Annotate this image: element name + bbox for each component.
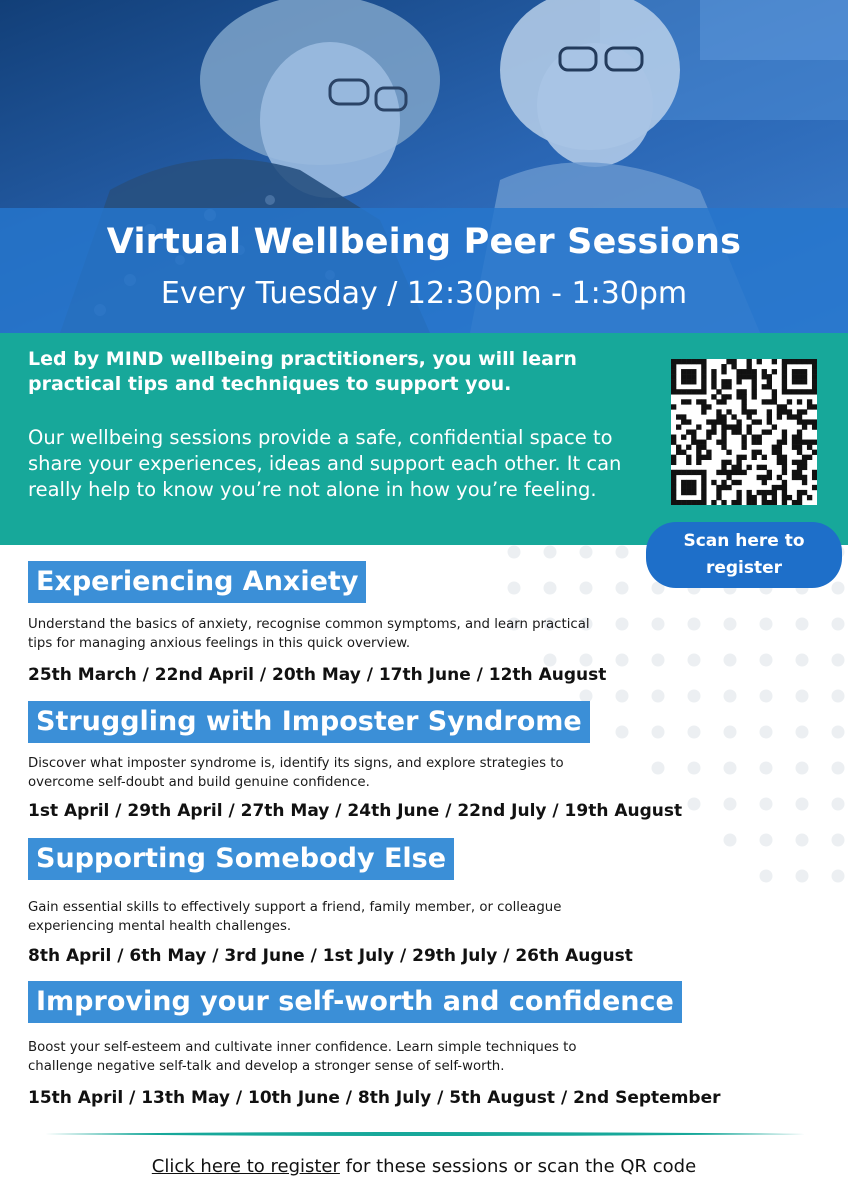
session-dates-imposter: 1st April / 29th April / 27th May / 24th June / 22nd July / 19th August — [28, 801, 683, 821]
qr-code[interactable] — [671, 359, 817, 505]
session-desc-selfworth: Boost your self-esteem and cultivate inner confidence. Learn simple techniques to challenge negative self-talk and develop a stronger sense of self-worth. — [28, 1040, 577, 1074]
session-title-selfworth: Improving your self-worth and confidence — [28, 981, 682, 1023]
session-dates-selfworth: 15th April / 13th May / 10th June / 8th July / 5th August / 2nd September — [28, 1088, 721, 1108]
footer-divider — [45, 1131, 805, 1137]
page-title: Virtual Wellbeing Peer Sessions — [106, 222, 742, 262]
session-dates-supporting: 8th April / 6th May / 3rd June / 1st July / 29th July / 26th August — [28, 946, 633, 966]
footer-text — [0, 1156, 848, 1177]
session-title-supporting: Supporting Somebody Else — [28, 838, 454, 880]
schedule-subtitle: Every Tuesday / 12:30pm - 1:30pm — [160, 276, 688, 311]
intro-text: Our wellbeing sessions provide a safe, confidential space to share your experiences, ideas and support each other. It can really help to know you’re not alone in how you’re feeling. — [28, 426, 622, 501]
scan-register-label: Scan here to register — [683, 531, 805, 578]
session-title-anxiety: Experiencing Anxiety — [28, 561, 366, 603]
scan-register-button[interactable] — [646, 522, 842, 588]
session-dates-anxiety: 25th March / 22nd April / 20th May / 17th June / 12th August — [28, 665, 607, 685]
session-title-imposter: Struggling with Imposter Syndrome — [28, 701, 590, 743]
footer-rest: for these sessions or scan the QR code — [339, 1156, 697, 1177]
session-desc-supporting: Gain essential skills to effectively support a friend, family member, or colleague experiencing mental health challenges. — [28, 900, 562, 934]
session-desc-anxiety: Understand the basics of anxiety, recognise common symptoms, and learn practical tips for managing anxious feelings in this quick overview. — [28, 617, 590, 651]
intro-headline: Led by MIND wellbeing practitioners, you will learn practical tips and techniques to support you. — [28, 348, 577, 395]
register-link[interactable]: Click here to register — [151, 1156, 340, 1177]
session-desc-imposter: Discover what imposter syndrome is, identify its signs, and explore strategies to overcome self-doubt and build genuine confidence. — [28, 756, 564, 790]
